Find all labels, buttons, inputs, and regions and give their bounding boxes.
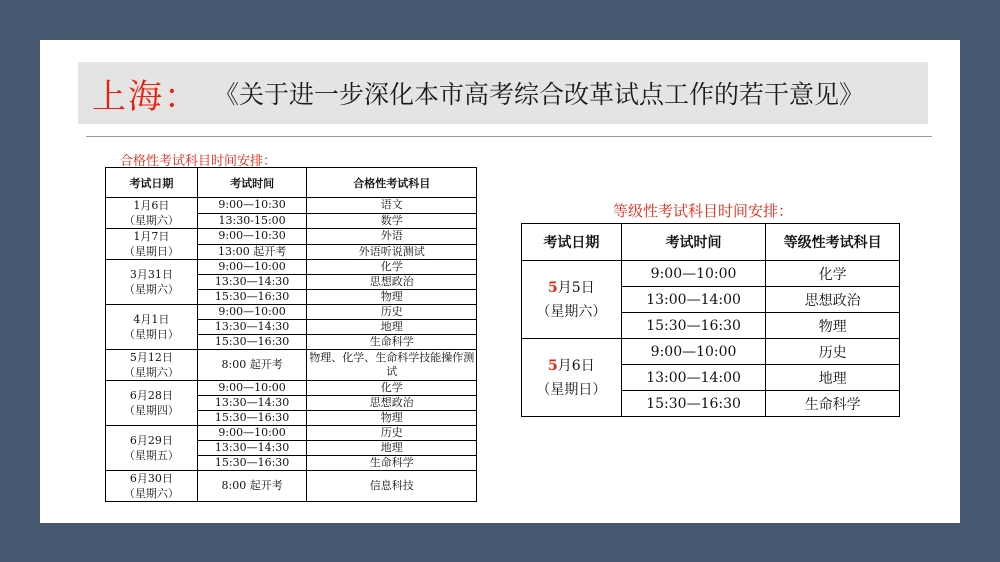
table-row bbox=[106, 198, 477, 214]
date-cell bbox=[106, 260, 198, 305]
subject-cell: 历史 bbox=[766, 339, 900, 365]
date-text: 3月31日 bbox=[129, 268, 173, 281]
subject-cell: 生命科学 bbox=[307, 335, 477, 350]
date-cell bbox=[106, 198, 198, 229]
title-bar bbox=[78, 62, 928, 124]
date-rest: 月6日 bbox=[557, 357, 595, 374]
weekday-text: （星期六） bbox=[123, 214, 179, 227]
weekday-text: （星期四） bbox=[123, 404, 179, 417]
subject-cell: 历史 bbox=[307, 305, 477, 320]
subject-cell: 生命科学 bbox=[307, 456, 477, 471]
subject-cell: 地理 bbox=[307, 441, 477, 456]
subject-cell: 化学 bbox=[307, 260, 477, 275]
time-cell: 13:00—14:00 bbox=[621, 287, 766, 313]
subject-cell: 化学 bbox=[766, 261, 900, 287]
date-text bbox=[522, 276, 621, 300]
date-cell bbox=[522, 261, 622, 339]
time-cell: 8:00 起开考 bbox=[197, 350, 307, 381]
time-cell: 13:30—14:30 bbox=[197, 320, 307, 335]
date-cell bbox=[106, 350, 198, 381]
time-cell: 15:30—16:30 bbox=[197, 411, 307, 426]
date-cell bbox=[106, 229, 198, 260]
time-cell: 9:00—10:00 bbox=[197, 305, 307, 320]
date-day-number: 5 bbox=[548, 357, 558, 374]
pass-exam-schedule-table bbox=[105, 167, 477, 502]
subject-cell: 地理 bbox=[307, 320, 477, 335]
time-cell: 13:30—14:30 bbox=[197, 275, 307, 290]
subject-cell: 外语 bbox=[307, 229, 477, 245]
weekday-text: （星期六） bbox=[123, 487, 179, 500]
time-cell: 15:30—16:30 bbox=[621, 391, 766, 417]
subject-cell: 语文 bbox=[307, 198, 477, 214]
time-cell: 15:30—16:30 bbox=[197, 290, 307, 305]
time-cell: 15:30—16:30 bbox=[197, 456, 307, 471]
time-cell: 13:30—14:30 bbox=[197, 396, 307, 411]
table-row bbox=[106, 350, 477, 381]
subject-cell: 外语听说测试 bbox=[307, 244, 477, 260]
document-title: 《关于进一步深化本市高考综合改革试点工作的若干意见》 bbox=[214, 80, 865, 109]
weekday-text: （星期六） bbox=[536, 303, 607, 320]
date-text bbox=[522, 354, 621, 378]
weekday-text: （星期五） bbox=[123, 449, 179, 462]
date-text: 6月30日 bbox=[129, 472, 173, 485]
weekday-text: （星期六） bbox=[123, 366, 179, 379]
table-row bbox=[106, 305, 477, 320]
subject-cell: 思想政治 bbox=[307, 396, 477, 411]
time-cell: 13:30—14:30 bbox=[197, 441, 307, 456]
time-cell: 15:30—16:30 bbox=[197, 335, 307, 350]
date-text: 4月1日 bbox=[133, 313, 170, 326]
time-cell: 9:00—10:30 bbox=[197, 229, 307, 245]
subject-cell: 思想政治 bbox=[766, 287, 900, 313]
weekday-text: （星期日） bbox=[123, 328, 179, 341]
subject-cell: 信息科技 bbox=[307, 471, 477, 502]
subject-cell: 生命科学 bbox=[766, 391, 900, 417]
time-cell: 9:00—10:00 bbox=[197, 426, 307, 441]
time-cell: 13:00—14:00 bbox=[621, 365, 766, 391]
subject-cell: 物理 bbox=[307, 290, 477, 305]
header-time: 考试时间 bbox=[197, 168, 307, 198]
table-row bbox=[106, 260, 477, 275]
region-title: 上海： bbox=[92, 76, 200, 117]
weekday-text: （星期六） bbox=[123, 283, 179, 296]
time-cell: 13:00 起开考 bbox=[197, 244, 307, 260]
date-cell bbox=[106, 305, 198, 350]
header-subject: 等级性考试科目 bbox=[766, 224, 900, 261]
subject-cell: 物理 bbox=[766, 313, 900, 339]
level-exam-schedule-table bbox=[521, 223, 900, 417]
time-cell: 13:30-15:00 bbox=[197, 213, 307, 229]
divider bbox=[86, 136, 932, 137]
time-cell: 9:00—10:00 bbox=[621, 339, 766, 365]
date-text: 6月28日 bbox=[129, 389, 173, 402]
table-row bbox=[522, 339, 900, 365]
date-day-number: 5 bbox=[548, 279, 558, 296]
header-subject: 合格性考试科目 bbox=[307, 168, 477, 198]
date-rest: 月5日 bbox=[557, 279, 595, 296]
subject-cell: 物理 bbox=[307, 411, 477, 426]
header-time: 考试时间 bbox=[621, 224, 766, 261]
table-row bbox=[106, 381, 477, 396]
date-cell bbox=[522, 339, 622, 417]
date-text: 1月7日 bbox=[133, 230, 170, 243]
time-cell: 8:00 起开考 bbox=[197, 471, 307, 502]
time-cell: 9:00—10:00 bbox=[197, 381, 307, 396]
table-row bbox=[106, 426, 477, 441]
table-row bbox=[106, 229, 477, 245]
date-cell bbox=[106, 471, 198, 502]
weekday-text: （星期日） bbox=[123, 245, 179, 258]
subject-cell: 物理、化学、生命科学技能操作测试 bbox=[307, 350, 477, 381]
header-date: 考试日期 bbox=[106, 168, 198, 198]
time-cell: 9:00—10:00 bbox=[621, 261, 766, 287]
date-cell bbox=[106, 426, 198, 471]
time-cell: 9:00—10:00 bbox=[197, 260, 307, 275]
subject-cell: 历史 bbox=[307, 426, 477, 441]
slide bbox=[40, 40, 960, 523]
date-text: 5月12日 bbox=[129, 351, 173, 364]
subject-cell: 数学 bbox=[307, 213, 477, 229]
date-text: 6月29日 bbox=[129, 434, 173, 447]
date-text: 1月6日 bbox=[133, 199, 170, 212]
subject-cell: 思想政治 bbox=[307, 275, 477, 290]
time-cell: 15:30—16:30 bbox=[621, 313, 766, 339]
time-cell: 9:00—10:30 bbox=[197, 198, 307, 214]
level-exam-table-title: 等级性考试科目时间安排： bbox=[613, 202, 794, 220]
table-row bbox=[106, 471, 477, 502]
pass-exam-table-title: 合格性考试科目时间安排： bbox=[120, 154, 277, 169]
date-cell bbox=[106, 381, 198, 426]
weekday-text: （星期日） bbox=[536, 381, 607, 398]
subject-cell: 地理 bbox=[766, 365, 900, 391]
subject-cell: 化学 bbox=[307, 381, 477, 396]
table-row bbox=[522, 261, 900, 287]
header-date: 考试日期 bbox=[522, 224, 622, 261]
